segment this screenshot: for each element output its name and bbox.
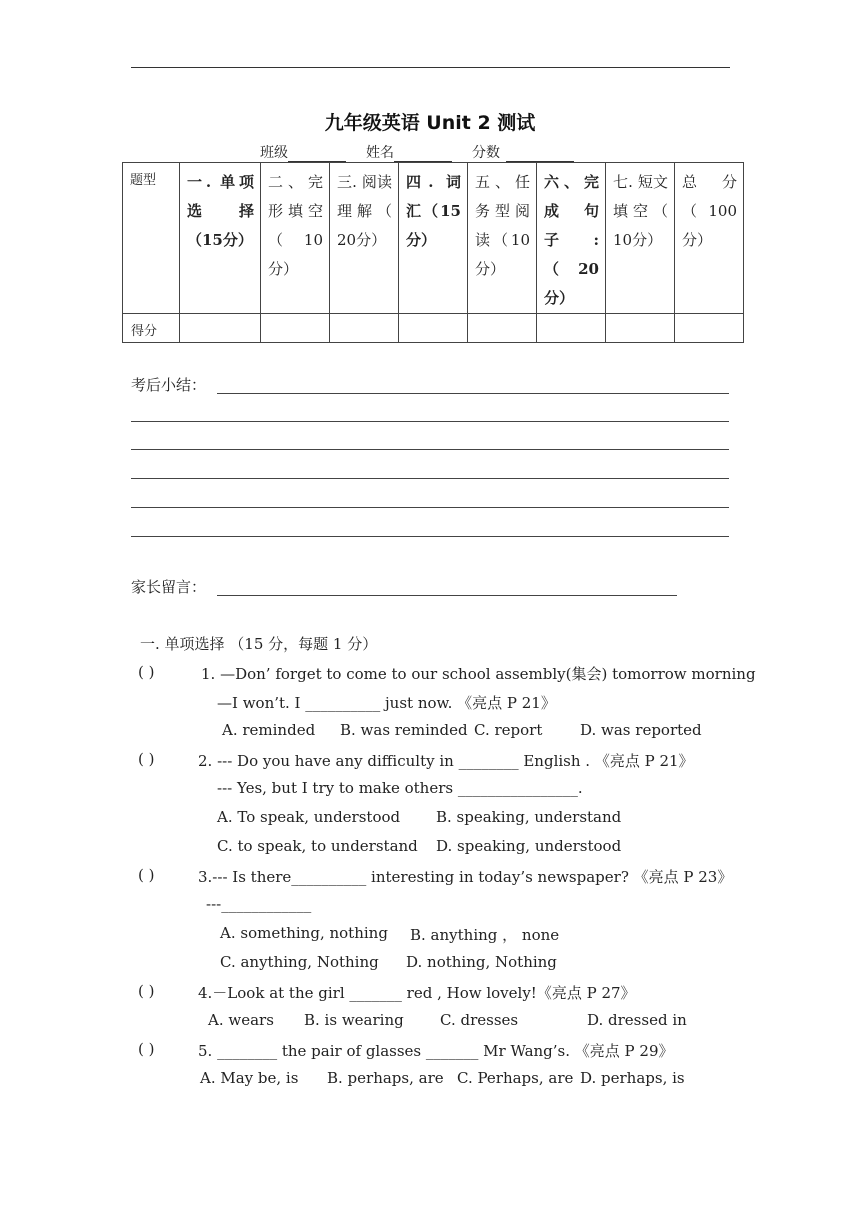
option: C. to speak, to understand <box>217 837 418 855</box>
name-blank[interactable] <box>394 146 452 162</box>
class-field <box>260 142 346 162</box>
question-line: —I won’t. I __________ just now. 《亮点 P 21》 <box>217 694 556 712</box>
score-table-score-row <box>123 314 744 343</box>
summary-line[interactable] <box>131 421 729 422</box>
option: A. To speak, understood <box>217 808 401 826</box>
option: B. anything ， none <box>410 926 560 944</box>
score-cell[interactable] <box>675 314 744 343</box>
question-stem: 1. —Don’ forget to come to our school assembly(集会) tomorrow morning <box>201 665 756 683</box>
answer-paren[interactable]: ( ) <box>138 1040 155 1058</box>
row-header-label: 题型 <box>130 173 157 188</box>
question-line: --- Yes, but I try to make others ________________. <box>217 779 583 797</box>
score-label: 分数 <box>472 145 500 161</box>
option: D. was reported <box>580 721 702 739</box>
option: B. speaking, understand <box>436 808 622 826</box>
score-row-label: 得分 <box>131 324 158 339</box>
option: B. was reminded <box>340 721 468 739</box>
summary-label: 考后小结： <box>131 376 207 394</box>
score-table-header-row <box>123 163 744 314</box>
section-heading: 一. 单项选择 （15 分，每题 1 分） <box>140 635 378 653</box>
option: C. Perhaps, are <box>457 1069 574 1087</box>
summary-line[interactable] <box>131 507 729 508</box>
parent-comment-label: 家长留言： <box>131 578 207 596</box>
column-header: 三. 阅读理解（ 20分） <box>337 173 408 249</box>
column-header: 总 分（ 100分） <box>682 173 737 249</box>
answer-paren[interactable]: ( ) <box>138 982 155 1000</box>
option: D. speaking, understood <box>436 837 622 855</box>
option: B. perhaps, are <box>327 1069 444 1087</box>
top-rule <box>131 67 730 68</box>
score-blank[interactable] <box>506 146 574 162</box>
score-field <box>472 142 574 162</box>
column-header: 七. 短文填空（ 10分） <box>613 173 684 249</box>
option: A. May be, is <box>200 1069 299 1087</box>
column-header: 五、任务型阅读（10分） <box>475 173 530 278</box>
option: D. nothing, Nothing <box>406 953 557 971</box>
column-header: 二、完形填空（ 10分） <box>268 173 323 278</box>
option: D. perhaps, is <box>580 1069 685 1087</box>
score-cell[interactable] <box>606 314 675 343</box>
question-stem: 5. ________ the pair of glasses _______ Mr Wang’s. 《亮点 P 29》 <box>198 1042 674 1060</box>
page-title: 九年级英语 Unit 2 测试 <box>324 112 536 134</box>
score-cell[interactable] <box>261 314 330 343</box>
summary-line[interactable] <box>217 393 729 394</box>
question-stem: 2. --- Do you have any difficulty in ________ English . 《亮点 P 21》 <box>198 752 694 770</box>
option: C. report <box>474 721 543 739</box>
column-header: 四. 词汇（15分） <box>406 173 461 249</box>
option: B. is wearing <box>304 1011 404 1029</box>
question-line: ---____________ <box>206 895 312 913</box>
summary-line[interactable] <box>131 536 729 537</box>
name-label: 姓名 <box>366 145 394 161</box>
summary-line[interactable] <box>131 478 729 479</box>
score-cell[interactable] <box>537 314 606 343</box>
score-cell[interactable] <box>399 314 468 343</box>
question-stem: 4.－Look at the girl _______ red , How lovely!《亮点 P 27》 <box>198 984 636 1002</box>
score-cell[interactable] <box>330 314 399 343</box>
option: C. anything, Nothing <box>220 953 379 971</box>
parent-comment-line[interactable] <box>217 595 677 596</box>
answer-paren[interactable]: ( ) <box>138 866 155 884</box>
column-header: 六、完成 句子:（20分） <box>544 173 599 307</box>
option: A. wears <box>208 1011 274 1029</box>
option: D. dressed in <box>587 1011 687 1029</box>
score-cell[interactable] <box>468 314 537 343</box>
score-table <box>122 162 744 343</box>
option: C. dresses <box>440 1011 519 1029</box>
answer-paren[interactable]: ( ) <box>138 663 155 681</box>
column-header: 一. 单项选 择（15分） <box>187 173 254 249</box>
question-stem: 3.--- Is there__________ interesting in today’s newspaper? 《亮点 P 23》 <box>198 868 733 886</box>
option: A. reminded <box>222 721 316 739</box>
answer-paren[interactable]: ( ) <box>138 750 155 768</box>
class-blank[interactable] <box>288 146 346 162</box>
summary-line[interactable] <box>131 449 729 450</box>
name-field <box>366 142 452 162</box>
score-cell[interactable] <box>180 314 261 343</box>
class-label: 班级 <box>260 145 288 161</box>
option: A. something, nothing <box>220 924 388 942</box>
